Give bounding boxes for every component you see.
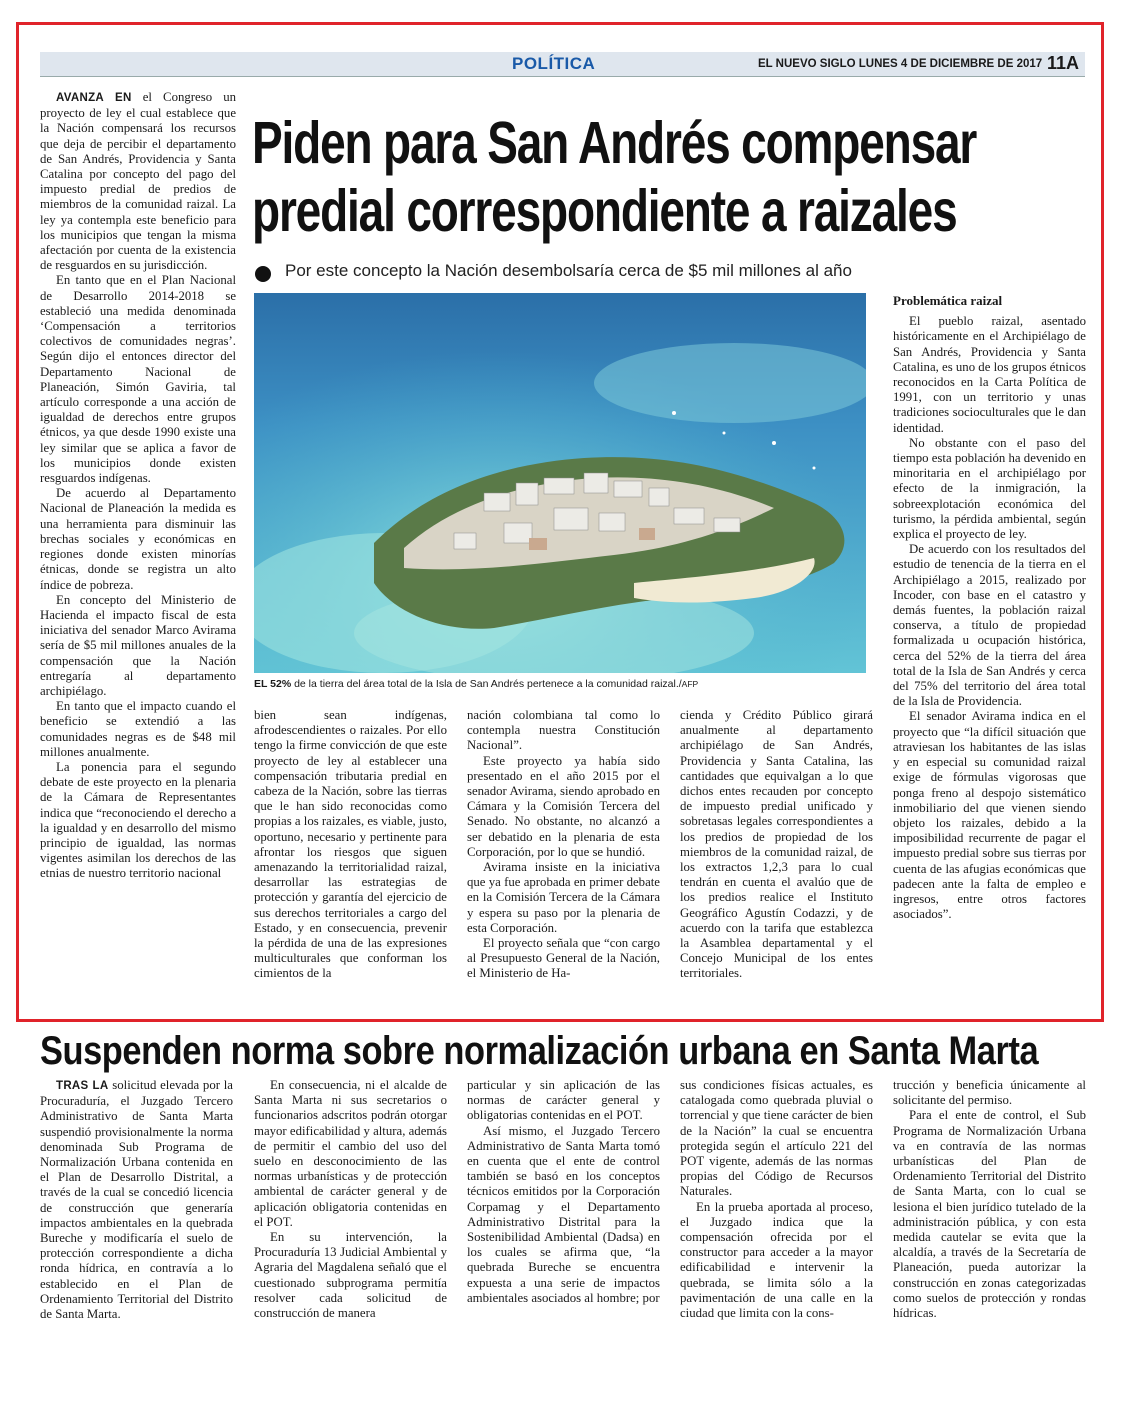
paragraph: trucción y beneficia únicamente al solicitante del permiso. [893,1078,1086,1108]
paragraph: En tanto que el impacto cuando el beneficio se extendió a las comunidades negras es de $48 mil millones anualmente. [40,699,236,759]
paragraph: El pueblo raizal, asentado históricamente en el Archipiélago de San Andrés, Providencia y Santa Catalina, es uno de los grupos étnicos reconocidos en la Carta Política de 1991, con un territorio y unas tradiciones socioculturales que le dan identidad. [893,314,1086,435]
paragraph: particular y sin aplicación de las normas de carácter general y obligatorias contenidas en el POT. [467,1078,660,1123]
headline-line-1: Piden para San Andrés compensar [252,110,977,176]
caption-text: de la tierra del área total de la Isla de San Andrés pertenece a la comunidad raizal./ [291,678,682,690]
headline-line-2: predial correspondiente a raizales [252,178,957,244]
second-article-column-1 [40,1078,233,1348]
caption-credit: AFP [681,679,699,689]
lead-in: AVANZA EN [56,92,132,104]
paragraph: La ponencia para el segundo debate de este proyecto en la plenaria de la Cámara de Representantes indica que “reconociendo el derecho a la igualdad y en desarrollo del mismo principio de igualdad, las normas vigentes asimilan los derechos de las etnias de nuestro territorio nacional [40,759,236,881]
article-column-5 [893,293,1086,1013]
paragraph-text: el Congreso un proyecto de ley el cual establece que la Nación compensará los recursos que deja de percibir el departamento de San Andrés, Providencia y Santa Catalina por concepto del pago del impuesto predial de predios de miembros de la comunidad raizal. La ley ya contempla este beneficio para los municipios que tengan la misma afectación por cuenta de la existencia de resguardos en su jurisdicción. [40,90,236,273]
paragraph: bien sean indígenas, afrodescendientes o raizales. Por ello tengo la firme convicción de que este proyecto de ley al establecer una compensación tributaria predial en cabeza de la Nación, sobre las tierras que le han sido reconocidas como propias a los raizales, es viable, justo, oportuno, necesario y pertinente para afrontar los riesgos que siguen amenazando la territorialidad raizal, desarrollar las estrategias de protección y garantía del ejercicio de sus derechos territoriales a cargo del Estado, y en consecuencia, prevenir la pérdida de una de las expresiones multiculturales que conforman los cimientos de la [254,708,447,981]
island-aerial-photo [254,293,866,673]
paragraph: sus condiciones físicas actuales, es catalogada como quebrada pluvial o torrencial y que tiene carácter de bien de la Nación” la cual se encuentra protegida según el artículo 221 del POT vigente, además de las normas propias del Código de Recursos Naturales. [680,1078,873,1199]
paragraph: El senador Avirama indica en el proyecto que “la difícil situación que atraviesan los habitantes de las islas y en especial su comunidad raizal exige de fórmulas vigorosas que ponga freno al despojo sistemático inmobiliario del que vienen siendo objeto los raizales, debido a la imposibilidad recurrente de pagar el impuesto predial sobre sus tierras por cuenta de las afugias económicas que padecen ante la falta de empleo e ingresos, entre otros factores asociados”. [893,709,1086,922]
paragraph: De acuerdo con los resultados del estudio de tenencia de la tierra en el Archipiélago a 2015, realizado por Incoder, con base en el catastro y demás fuentes, la población raizal conserva, a título de propiedad formalizada u ocupación histórica, cerca del 52% de la tierra del área total de la Isla de San Andrés y cerca del 75% del territorio del área total de la Isla de Providencia. [893,542,1086,709]
paragraph: De acuerdo al Departamento Nacional de Planeación la medida es una herramienta para disminuir las brechas sociales y económicas en regiones donde existen minorías étnicas, donde se registra un alto índice de pobreza. [40,486,236,592]
second-article-column-5 [893,1078,1086,1348]
paragraph: En concepto del Ministerio de Hacienda el impacto fiscal de esta iniciativa del senador Marco Avirama sería de $5 mil millones anuales de la compensación que la Nación entregaría al departamento archipiélago. [40,592,236,698]
article-column-4 [680,708,873,1013]
paragraph: El proyecto señala que “con cargo al Presupuesto General de la Nación, el Ministerio de Ha- [467,936,660,981]
paragraph: En consecuencia, ni el alcalde de Santa Marta ni sus secretarios o funcionarios adscritos podrán otorgar mayor edificabilidad y altura, además de permitir el cambio del uso del suelo en desconocimiento de las normas urbanísticas y de protección ambiental de carácter general y de aplicación obligatoria contenidas en el POT. [254,1078,447,1229]
paragraph-text: solicitud elevada por la Procuraduría, el Juzgado Tercero Administrativo de Santa Marta suspendió provisionalmente la norma denominada Sub Programa de Normalización Urbana contenida en el Plan de Desarrollo Distrital, a través de la cual se concedió licencia de construcción que generaría impactos ambientales en la quebrada Bureche y modificaría el suelo de protección correspondiente a dicha ronda hídrica, en contravía a lo establecido en el Plan de Ordenamiento Territorial del Distrito de Santa Marta. [40,1078,233,1322]
bullet-icon [255,266,271,282]
paragraph: En su intervención, la Procuraduría 13 Judicial Ambiental y Agraria del Magdalena señaló que el cuestionado subprograma permitía resolver cada solicitud de construcción de manera [254,1230,447,1321]
second-article-column-3 [467,1078,660,1348]
subheadline: Por este concepto la Nación desembolsaría cerca de $5 mil millones al año [285,261,852,280]
island-photo-illustration [254,293,866,673]
column-subheading: Problemática raizal [893,293,1003,308]
paragraph: Avirama insiste en la iniciativa que ya fue aprobada en primer debate en la Comisión Tercera de la Cámara y espera su paso por la plenaria de esta Corporación. [467,860,660,935]
paragraph: cienda y Crédito Público girará anualmente al departamento archipiélago de San Andrés, Providencia y Santa Catalina, las cantidades que equivalgan a lo que dichos entes recauden por concepto de impuesto predial unificado y sobretasas legales correspondientes a los predios de propiedad de los miembros de la comunidad raizal, de los extractos 1,2,3 para lo cual tendrán en cuenta el avalúo que de los predios realice el Instituto Geográfico Agustín Codazzi, y de acuerdo con la tarifa que establezca la Asamblea departamental y el Concejo Municipal de los entes territoriales. [680,708,873,981]
article-column-3 [467,708,660,1013]
article-column-1 [40,90,236,1012]
section-label: POLÍTICA [512,54,596,73]
paragraph: No obstante con el paso del tiempo esta población ha devenido en minoritaria en el archipiélago por efecto de la inmigración, la sobreexplotación económica del turismo, la pérdida ambiental, según explica el proyecto de ley. [893,435,1086,542]
page-number: 11A [1047,53,1080,73]
second-headline: Suspenden norma sobre normalización urbana en Santa Marta [40,1029,1039,1073]
caption-highlight: EL 52% [254,678,292,690]
paragraph: Este proyecto ya había sido presentado en el año 2015 por el senador Avirama, siendo aprobado en Cámara y la Comisión Tercera del Senado. No obstante, no alcanzó a ser debatido en la plenaria de esta Corporación, por lo que se hundió. [467,753,660,859]
second-article-column-2 [254,1078,447,1348]
lead-in: TRAS LA [56,1080,109,1092]
paragraph [40,90,236,273]
photo-caption [254,678,866,690]
paragraph: Para el ente de control, el Sub Programa de Normalización Urbana va en contravía de las normas urbanísticas del Plan de Ordenamiento Territorial del Distrito de Santa Marta, con lo cual se lesiona el bien jurídico tutelado de la administración pública, y con esta medida cautelar se evita que la alcaldía, a través de la Secretaría de Planeación, pueda autorizar la construcción en zonas categorizadas como suelos de protección y rondas hídricas. [893,1108,1086,1321]
paragraph: nación colombiana tal como lo contempla nuestra Constitución Nacional”. [467,708,660,753]
masthead-date: EL NUEVO SIGLO LUNES 4 DE DICIEMBRE DE 2017 [758,58,1043,70]
paragraph [40,1078,233,1322]
paragraph: En la prueba aportada al proceso, el Juzgado indica que la compensación ofrecida por el constructor para acceder a la mayor edificabilidad e intervenir la quebrada, se limita sólo a la pavimentación de una calle en la ciudad que limita con la cons- [680,1199,873,1321]
second-article-column-4 [680,1078,873,1348]
paragraph: Así mismo, el Juzgado Tercero Administrativo de Santa Marta tomó en cuenta que el ente de control también se basó en los conceptos técnicos emitidos por la Corporación Corpamag y el Departamento Administrativo Distrital para la Sostenibilidad Ambiental (Dadsa) en los cuales se afirma que, “la quebrada Bureche se encuentra expuesta a una serie de impactos ambientales asociados al hombre; por [467,1123,660,1305]
article-column-2 [254,708,447,1013]
paragraph: En tanto que en el Plan Nacional de Desarrollo 2014-2018 se estableció una medida denominada ‘Compensación a territorios colectivos de comunidades negras’. Según dijo el entonces director del Departamento Nacional de Planeación, Simón Gaviria, tal artículo corresponde a una acción de igualdad de derechos entre grupos étnicos, ya que desde 1990 existe una ley similar que se aplica a favor de los municipios donde existen resguardos indígenas. [40,273,236,486]
